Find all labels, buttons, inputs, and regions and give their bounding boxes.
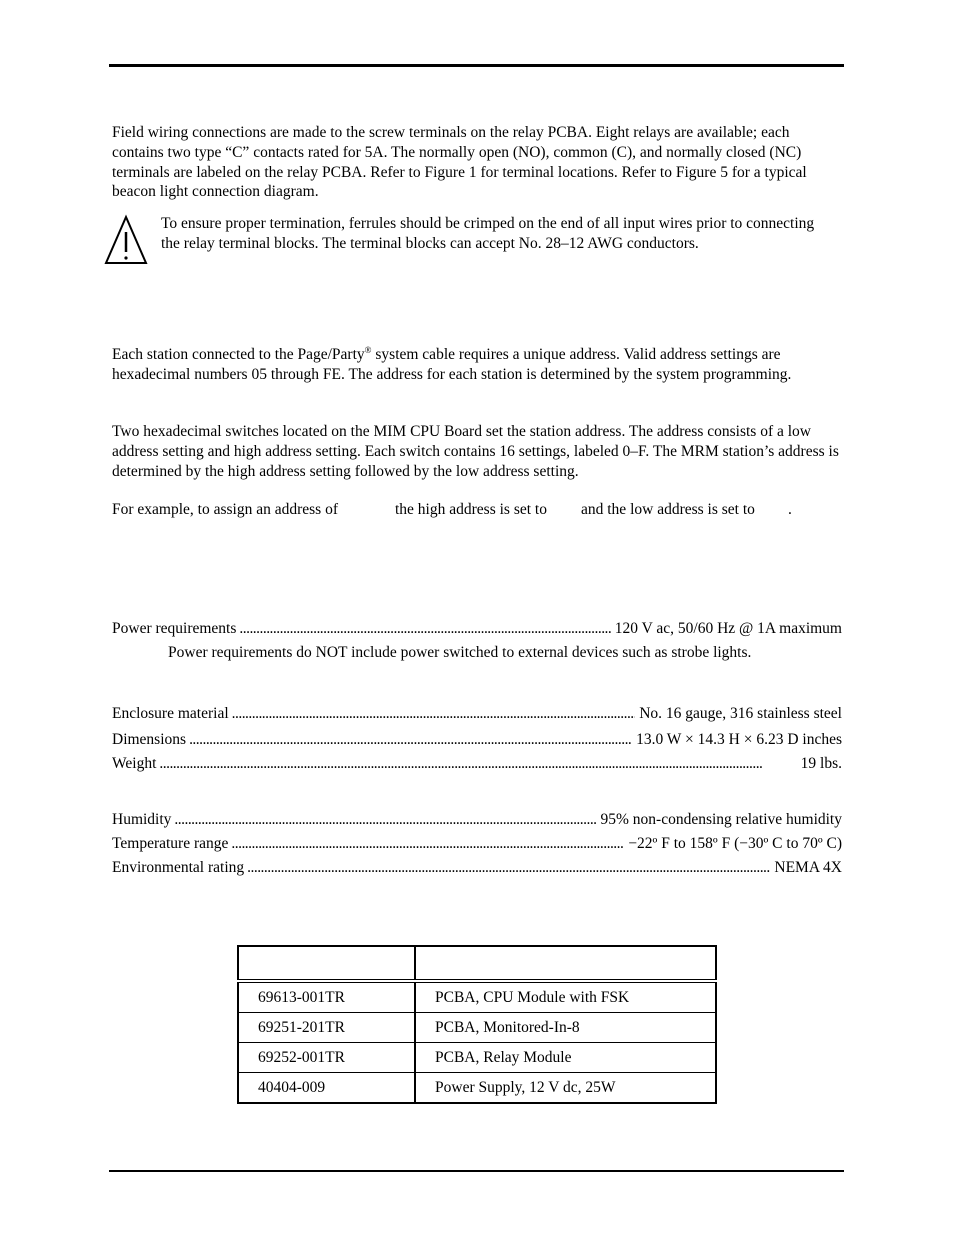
parts-header-cell-1: [238, 946, 415, 981]
spec-dimensions: [112, 730, 842, 750]
field-wiring-paragraph: Field wiring connections are made to the screw terminals on the relay PCBA. Eight relays are available; each contains two type “C” contacts rated for 5A. The normally open (NO), common (C), and normally closed (NC) terminals are labeled on the relay PCBA. Refer to Figure 1 for terminal locations. Refer to Figure 5 for a typical beacon light connection diagram.: [112, 124, 807, 201]
spec-weight-label: Weight: [112, 755, 157, 772]
part-description-cell: PCBA, CPU Module with FSK: [415, 981, 716, 1013]
footer-rule: [109, 1170, 844, 1172]
spec-dimensions-label: Dimensions: [112, 731, 187, 748]
spec-environmental-value: NEMA 4X: [774, 859, 842, 876]
table-row: [238, 981, 716, 1013]
part-number-cell: 69613-001TR: [238, 981, 415, 1013]
part-number-cell: 69251-201TR: [238, 1013, 415, 1043]
address-paragraph-1-start: Each station connected to the Page/Party: [112, 346, 365, 363]
warning-triangle-icon: [104, 214, 148, 266]
registered-mark: ®: [364, 344, 372, 355]
spec-enclosure-value: No. 16 gauge, 316 stainless steel: [639, 705, 842, 722]
address-paragraph-1: [112, 345, 842, 385]
header-rule: [109, 64, 844, 67]
example-text-part-1: For example, to assign an address of: [112, 501, 338, 518]
leader-dots: [156, 754, 796, 774]
spec-temperature-label: Temperature range: [112, 835, 229, 852]
spec-humidity-label: Humidity: [112, 811, 172, 828]
spec-power-label: Power requirements: [112, 620, 237, 637]
caution-text: To ensure proper termination, ferrules should be crimped on the end of all input wires prior to connecting the relay terminal blocks. The terminal blocks can accept No. 28–12 AWG conductors.: [161, 215, 815, 252]
leader-dots: [244, 858, 770, 878]
table-row: [238, 1073, 716, 1104]
spec-temperature: [112, 834, 842, 854]
part-description-cell: PCBA, Relay Module: [415, 1043, 716, 1073]
parts-header-cell-2: [415, 946, 716, 981]
spec-dimensions-value: 13.0 W × 14.3 H × 6.23 D inches: [636, 731, 842, 748]
example-text-end: .: [788, 501, 792, 518]
spec-humidity-value: 95% non-condensing relative humidity: [600, 811, 842, 828]
leader-dots: [229, 704, 636, 724]
spec-power-value: 120 V ac, 50/60 Hz @ 1A maximum: [614, 620, 842, 637]
part-number-cell: 40404-009: [238, 1073, 415, 1104]
part-description-cell: PCBA, Monitored-In-8: [415, 1013, 716, 1043]
part-number-cell: 69252-001TR: [238, 1043, 415, 1073]
spec-weight-value: 19 lbs.: [800, 755, 842, 772]
table-row: [238, 1043, 716, 1073]
example-text-part-2: the high address is set to: [395, 501, 547, 518]
leader-dots: [186, 730, 632, 750]
address-paragraph-2: Two hexadecimal switches located on the MIM CPU Board set the station address. The address consists of a low address setting and high address setting. Each switch contains 16 settings, labeled 0–F. The MRM station’s address is determined by the high address setting followed by the low address setting.: [112, 423, 839, 480]
leader-dots: [228, 834, 624, 854]
part-description-cell: Power Supply, 12 V dc, 25W: [415, 1073, 716, 1104]
leader-dots: [171, 810, 596, 830]
spec-humidity: [112, 810, 842, 830]
spec-enclosure: [112, 704, 842, 724]
spec-weight: [112, 754, 842, 774]
leader-dots: [236, 619, 610, 639]
table-row: [238, 1013, 716, 1043]
spec-power: [112, 619, 842, 639]
spec-environmental: [112, 858, 842, 878]
spec-temperature-value: −22º F to 158º F (−30º C to 70º C): [628, 835, 842, 852]
power-note: Power requirements do NOT include power switched to external devices such as strobe lights.: [168, 644, 752, 661]
spec-enclosure-label: Enclosure material: [112, 705, 229, 722]
parts-table: [237, 945, 717, 1104]
spec-environmental-label: Environmental rating: [112, 859, 245, 876]
example-text-part-3: and the low address is set to: [581, 501, 755, 518]
parts-table-header: [238, 946, 716, 981]
address-paragraph-1-end: system cable requires a unique address. Valid address settings are hexadecimal numbers 05 through FE. The address for each station is determined by the system programming.: [112, 346, 792, 383]
